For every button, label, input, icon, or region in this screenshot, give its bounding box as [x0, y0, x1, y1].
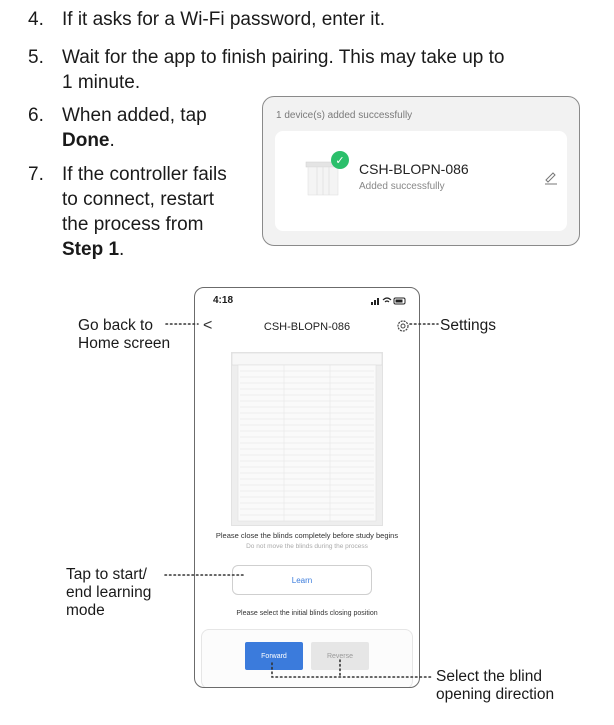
step-6 — [28, 103, 207, 153]
step-number: 5. — [28, 47, 44, 68]
callout-go-back — [78, 317, 170, 353]
step-4 — [28, 7, 385, 32]
device-row[interactable] — [275, 131, 567, 231]
step-punct: . — [109, 130, 115, 151]
callout-text: end learning — [66, 584, 152, 601]
gear-icon[interactable] — [396, 319, 410, 333]
step-bold-done: Done — [62, 130, 110, 151]
step-text — [62, 45, 505, 95]
check-circle-icon: ✓ — [331, 151, 349, 169]
step-number: 4. — [28, 9, 44, 30]
status-time: 4:18 — [213, 295, 234, 306]
step-text-line: the process from — [62, 214, 204, 235]
reverse-button[interactable]: Reverse — [311, 642, 369, 670]
step-number: 6. — [28, 105, 44, 126]
callout-text: Select the blind — [436, 668, 542, 685]
step-number: 7. — [28, 164, 44, 185]
callout-text: Home screen — [78, 335, 171, 352]
step-text-line: 1 minute. — [62, 72, 141, 93]
direction-panel — [201, 629, 413, 688]
step-text: If it asks for a Wi-Fi password, enter it. — [62, 9, 386, 30]
step-5 — [28, 45, 505, 95]
device-added-card — [262, 96, 580, 246]
callout-text: Go back to — [78, 317, 153, 334]
step-text — [62, 103, 207, 153]
step-text-line: If the controller fails — [62, 164, 227, 185]
signal-wifi-battery-icon — [371, 296, 407, 306]
callout-learn — [66, 566, 151, 620]
callout-direction — [436, 668, 554, 704]
blind-illustration — [232, 353, 382, 525]
callout-text: mode — [66, 602, 105, 619]
status-icons — [371, 296, 407, 308]
step-7 — [28, 162, 227, 262]
step-bold-step1: Step 1 — [62, 239, 120, 260]
step-text-line: When added, tap — [62, 105, 207, 126]
device-status: Added successfully — [359, 181, 445, 192]
toast-title: 1 device(s) added successfully — [276, 110, 413, 121]
back-arrow-icon[interactable]: < — [203, 317, 213, 334]
step-text — [62, 162, 227, 262]
step-punct: . — [119, 239, 125, 260]
callout-settings: Settings — [440, 317, 497, 334]
phone-screen — [194, 287, 420, 688]
select-position-label: Please select the initial blinds closing position — [236, 610, 378, 617]
callout-text: opening direction — [436, 686, 555, 703]
pencil-icon[interactable] — [543, 169, 559, 185]
step-text-line: to connect, restart — [62, 189, 215, 210]
instruction-main: Please close the blinds completely before study begins — [215, 531, 399, 540]
forward-button[interactable]: Forward — [245, 642, 303, 670]
blind-preview — [231, 352, 383, 526]
instruction-sub: Do not move the blinds during the process — [246, 543, 368, 550]
device-name: CSH-BLOPN-086 — [359, 161, 469, 177]
callout-text: Tap to start/ — [66, 566, 147, 583]
step-text-line: Wait for the app to finish pairing. This may take up to — [62, 47, 505, 68]
learn-button[interactable]: Learn — [232, 565, 372, 595]
device-title: CSH-BLOPN-086 — [263, 321, 351, 333]
